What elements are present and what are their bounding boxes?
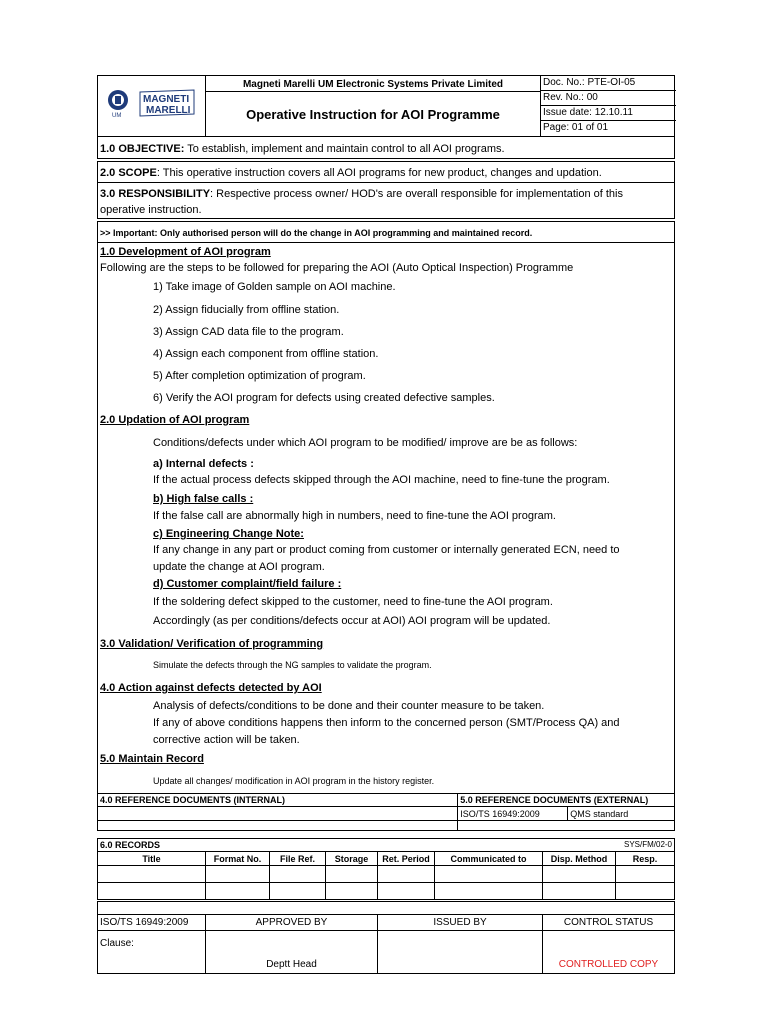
footer-deptt-head: Deptt Head bbox=[266, 959, 317, 970]
footer-approved-by: APPROVED BY bbox=[206, 915, 378, 931]
step-4: 4) Assign each component from offline station. bbox=[153, 348, 379, 360]
ref-internal-heading: 4.0 REFERENCE DOCUMENTS (INTERNAL) bbox=[98, 794, 458, 807]
references-table bbox=[97, 793, 675, 831]
section-5-text: Update all changes/ modification in AOI program in the history register. bbox=[153, 776, 435, 786]
footer-issued-by: ISSUED BY bbox=[378, 915, 543, 931]
col-title: Title bbox=[98, 852, 206, 866]
footer-standard: ISO/TS 16949:2009 bbox=[98, 915, 206, 931]
header-block bbox=[97, 75, 675, 137]
section-3-text: Simulate the defects through the NG samples to validate the program. bbox=[153, 660, 432, 670]
records-row-1 bbox=[98, 866, 675, 883]
issue-date: Issue date: 12.10.11 bbox=[541, 106, 676, 121]
ref-external-blank bbox=[458, 821, 675, 831]
section-4-line-1: Analysis of defects/conditions to be done and their counter measure to be taken. bbox=[153, 700, 545, 712]
footer-issued-blank bbox=[378, 931, 543, 974]
step-5: 5) After completion optimization of program. bbox=[153, 370, 366, 382]
col-file-ref: File Ref. bbox=[270, 852, 326, 866]
footer-clause-cell bbox=[98, 931, 206, 974]
section-1-intro: Following are the steps to be followed for preparing the AOI (Auto Optical Inspection) Programme bbox=[100, 262, 574, 274]
logo-text-top: MAGNETI bbox=[143, 94, 190, 105]
col-communicated-to: Communicated to bbox=[435, 852, 543, 866]
customer-complaint-text: If the soldering defect skipped to the customer, need to fine-tune the AOI program. bbox=[153, 596, 553, 608]
objective-label: 1.0 OBJECTIVE: bbox=[100, 143, 185, 155]
scope-text: : This operative instruction covers all AOI programs for new product, changes and updation. bbox=[156, 167, 602, 179]
footer-table bbox=[97, 901, 675, 974]
section-4-line-2: If any of above conditions happens then inform to the concerned person (SMT/Process QA) and bbox=[153, 717, 620, 729]
footer-clause: Clause: bbox=[100, 938, 134, 949]
col-resp: Resp. bbox=[616, 852, 675, 866]
step-6: 6) Verify the AOI program for defects using created defective samples. bbox=[153, 392, 495, 404]
step-1: 1) Take image of Golden sample on AOI machine. bbox=[153, 281, 396, 293]
scope-label: 2.0 SCOPE bbox=[100, 167, 157, 179]
ecn-text-2: update the change at AOI program. bbox=[153, 561, 325, 573]
doc-info-cell bbox=[540, 76, 676, 136]
section-2-intro: Conditions/defects under which AOI program to be modified/ improve are be as follows: bbox=[153, 437, 578, 449]
records-table bbox=[97, 838, 675, 900]
section-3-heading: 3.0 Validation/ Verification of programming bbox=[100, 638, 324, 650]
col-ret-period: Ret. Period bbox=[378, 852, 435, 866]
internal-defects-text: If the actual process defects skipped through the AOI machine, need to fine-tune the program. bbox=[153, 474, 610, 486]
doc-number: Doc. No.: PTE-OI-05 bbox=[541, 76, 676, 91]
logo-cell bbox=[98, 76, 206, 136]
logo-text-bottom: MARELLI bbox=[146, 105, 191, 116]
footer-control-status: CONTROL STATUS bbox=[543, 915, 675, 931]
internal-defects-title: a) Internal defects : bbox=[153, 458, 254, 470]
logo-small: UM bbox=[112, 113, 122, 119]
col-format-no: Format No. bbox=[206, 852, 270, 866]
page-number: Page: 01 of 01 bbox=[543, 122, 609, 133]
records-row-2 bbox=[98, 883, 675, 900]
ecn-text-1: If any change in any part or product coming from customer or internally generated ECN, need to bbox=[153, 544, 620, 556]
objective-row bbox=[97, 136, 675, 159]
responsibility-text: : Respective process owner/ HOD's are overall responsible for implementation of this bbox=[210, 188, 623, 200]
false-calls-text: If the false call are abnormally high in numbers, need to fine-tune the AOI program. bbox=[153, 510, 556, 522]
customer-complaint-title: d) Customer complaint/field failure : bbox=[153, 578, 342, 590]
section-4-line-3: corrective action will be taken. bbox=[153, 734, 300, 746]
accordingly-text: Accordingly (as per conditions/defects occur at AOI) AOI program will be updated. bbox=[153, 615, 551, 627]
section-5-heading: 5.0 Maintain Record bbox=[100, 753, 204, 765]
ecn-title: c) Engineering Change Note: bbox=[153, 528, 304, 540]
objective-text: To establish, implement and maintain control to all AOI programs. bbox=[184, 143, 505, 155]
step-3: 3) Assign CAD data file to the program. bbox=[153, 326, 344, 338]
header-divider bbox=[205, 91, 540, 92]
responsibility-text-2: operative instruction. bbox=[100, 204, 202, 216]
ref-internal-cell bbox=[98, 807, 458, 821]
ref-external-qms: QMS standard bbox=[568, 807, 675, 821]
ref-external-iso: ISO/TS 16949:2009 bbox=[458, 807, 568, 821]
false-calls-title: b) High false calls : bbox=[153, 493, 254, 505]
ref-external-heading: 5.0 REFERENCE DOCUMENTS (EXTERNAL) bbox=[458, 794, 675, 807]
footer-controlled-cell bbox=[543, 931, 675, 974]
ref-internal-blank bbox=[98, 821, 458, 831]
important-divider bbox=[98, 242, 674, 243]
records-heading: 6.0 RECORDS bbox=[98, 839, 435, 852]
step-2: 2) Assign fiducially from offline station. bbox=[153, 304, 340, 316]
records-form-number: SYS/FM/02-0 bbox=[435, 839, 675, 852]
revision-number: Rev. No.: 00 bbox=[541, 91, 676, 106]
section-4-heading: 4.0 Action against defects detected by AOI bbox=[100, 682, 322, 694]
section-1-heading: 1.0 Development of AOI program bbox=[100, 246, 271, 258]
section-2-heading: 2.0 Updation of AOI program bbox=[100, 414, 250, 426]
responsibility-label: 3.0 RESPONSIBILITY bbox=[100, 188, 211, 200]
document-title: Operative Instruction for AOI Programme bbox=[246, 107, 500, 122]
company-name: Magneti Marelli UM Electronic Systems Private Limited bbox=[242, 79, 504, 90]
col-storage: Storage bbox=[326, 852, 378, 866]
footer-deptt-cell bbox=[206, 931, 378, 974]
scope-row bbox=[97, 161, 675, 183]
col-disp-method: Disp. Method bbox=[543, 852, 616, 866]
controlled-copy-status: CONTROLLED COPY bbox=[558, 959, 659, 970]
responsibility-row bbox=[97, 182, 675, 219]
footer-blank bbox=[98, 902, 675, 915]
body-block bbox=[97, 221, 675, 793]
important-note: >> Important: Only authorised person will do the change in AOI programming and maintained record. bbox=[100, 228, 533, 238]
